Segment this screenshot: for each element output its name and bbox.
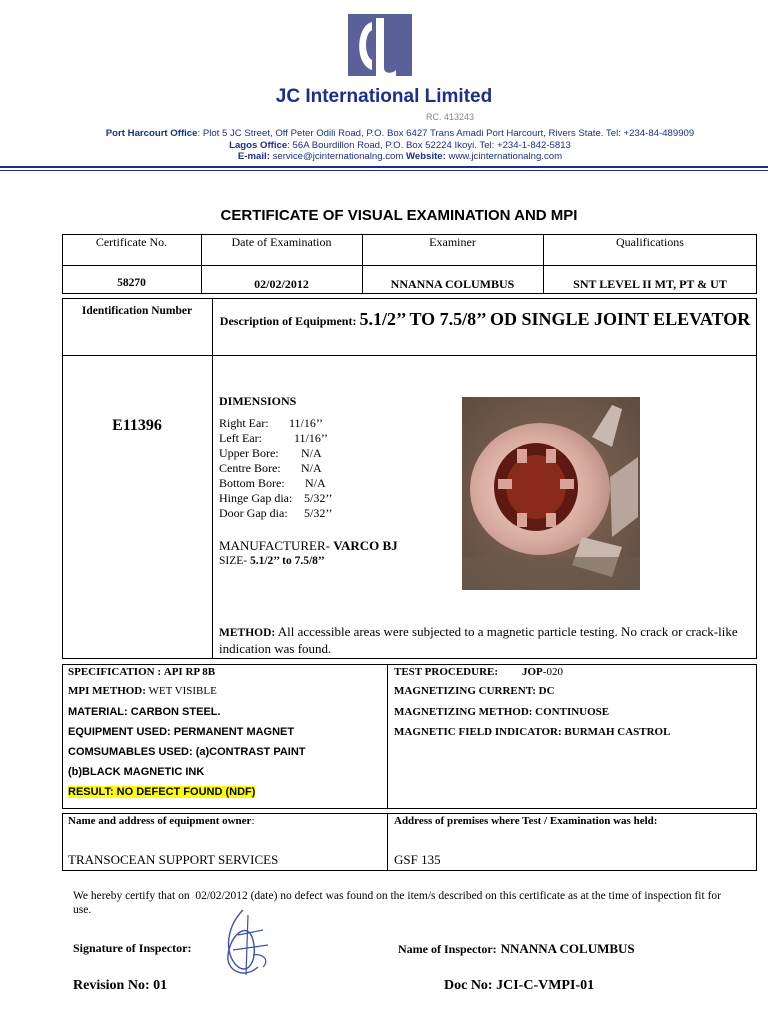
- description-value: 5.1/2’’ TO 7.5/8’’ OD SINGLE JOINT ELEVATOR: [359, 309, 751, 329]
- header-examiner: Examiner: [429, 235, 476, 249]
- owner-value: TRANSOCEAN SUPPORT SERVICES: [68, 852, 279, 867]
- manufacturer-line: [219, 538, 398, 554]
- owner-label: Name and address of equipment owner:: [68, 815, 255, 827]
- specification-row: SPECIFICATION : API RP 8B: [68, 666, 216, 678]
- inspector-signature: [218, 905, 278, 985]
- dim-row-right-ear: Right Ear: 11/16’’: [219, 416, 323, 430]
- magnetizing-current-row: MAGNETIZING CURRENT: DC: [394, 685, 555, 697]
- dim-row-door-gap: Door Gap dia: 5/32’’: [219, 506, 333, 520]
- premises-value: GSF 135: [394, 852, 441, 867]
- dim-row-upper-bore: Upper Bore: N/A: [219, 446, 322, 460]
- examination-date: 02/02/2012: [254, 277, 309, 291]
- certificate-title: CERTIFICATE OF VISUAL EXAMINATION AND MPI: [220, 207, 578, 224]
- magnetizing-method-row: MAGNETIZING METHOD: CONTINUOSE: [394, 706, 610, 718]
- doc-label: Doc No:: [444, 978, 493, 993]
- manufacturer-label: MANUFACTURER-: [219, 538, 330, 553]
- website-label: Website:: [406, 151, 446, 162]
- inspector-name-label: Name of Inspector:: [398, 942, 497, 956]
- inspector-name-line: [398, 940, 635, 958]
- size-label: SIZE-: [219, 555, 248, 567]
- certificate-number: 58270: [117, 277, 146, 289]
- revision-value: 01: [153, 978, 168, 993]
- email-value[interactable]: service@jcinternationalng.com: [269, 151, 407, 162]
- qualifications-value: SNT LEVEL II MT, PT & UT: [573, 277, 727, 291]
- doc-number-line: [444, 978, 594, 994]
- method-label: METHOD:: [219, 627, 276, 639]
- certification-statement: We hereby certify that on 02/02/2012 (date) no defect was found on the item/s described on this certificate as at the time of inspection fit for use.: [73, 890, 721, 916]
- port-harcourt-label: Port Harcourt Office: [105, 128, 198, 139]
- size-line: [219, 555, 325, 567]
- header-divider-top: [0, 166, 768, 168]
- header-certificate-no: Certificate No.: [95, 235, 168, 249]
- dim-row-hinge-gap: Hinge Gap dia: 5/32’’: [219, 491, 333, 505]
- consumables-b-row: (b)BLACK MAGNETIC INK: [68, 766, 205, 778]
- doc-value: JCI-C-VMPI-01: [496, 978, 595, 993]
- identification-number: E11396: [112, 417, 162, 434]
- material-row: MATERIAL: CARBON STEEL.: [68, 706, 221, 718]
- test-procedure-row: TEST PROCEDURE: JOP-020: [394, 666, 563, 678]
- email-label: E-mail:: [237, 151, 270, 162]
- certification-date: 02/02/2012: [195, 890, 248, 902]
- revision-label: Revision No:: [73, 978, 150, 993]
- revision-line: [73, 978, 167, 994]
- contact-line: [0, 151, 768, 163]
- examiner-name: NNANNA COLUMBUS: [390, 277, 515, 291]
- description-label: Description of Equipment:: [219, 314, 360, 328]
- equipment-photo: [462, 397, 640, 590]
- consumables-row: COMSUMABLES USED: (a)CONTRAST PAINT: [68, 746, 306, 758]
- premises-label: Address of premises where Test / Examination was held:: [394, 815, 658, 827]
- signature-label: Signature of Inspector:: [73, 941, 192, 955]
- dim-row-centre-bore: Centre Bore: N/A: [219, 461, 322, 475]
- method-description: All accessible areas were subjected to a magnetic particle testing. No crack or crack-like indication was found.: [219, 624, 738, 656]
- result-row: [68, 782, 386, 802]
- mpi-method-row: MPI METHOD: WET VISIBLE: [68, 685, 217, 697]
- lagos-label: Lagos Office: [229, 140, 288, 151]
- method-text: [219, 624, 739, 657]
- header-qualifications: Qualifications: [616, 235, 684, 249]
- spec-left-column: [68, 664, 386, 802]
- dimensions-list: [219, 416, 459, 521]
- lagos-address: : 56A Bourdillon Road, P.O. Box 52224 Ikoyi. Tel: +234-1-842-5813: [287, 140, 571, 151]
- header-divider-bottom: [0, 170, 768, 171]
- equipment-used-row: EQUIPMENT USED: PERMANENT MAGNET: [68, 726, 295, 738]
- dim-row-left-ear: Left Ear: 11/16’’: [219, 431, 328, 445]
- size-value: 5.1/2’’ to 7.5/8’’: [249, 555, 325, 567]
- header-date-of-examination: Date of Examination: [231, 235, 332, 249]
- port-harcourt-office: [0, 128, 768, 140]
- company-name: JC International Limited: [275, 86, 493, 107]
- dimensions-title: DIMENSIONS: [219, 394, 297, 408]
- field-indicator-row: MAGNETIC FIELD INDICATOR: BURMAH CASTROL: [394, 726, 671, 738]
- equipment-description: [215, 308, 755, 332]
- website-value[interactable]: www.jcinternationalng.com: [445, 151, 563, 162]
- company-logo: [346, 12, 414, 80]
- result-highlight: RESULT: NO DEFECT FOUND (NDF): [68, 786, 256, 798]
- identification-label: Identification Number: [81, 305, 193, 317]
- dim-row-bottom-bore: Bottom Bore: N/A: [219, 476, 326, 490]
- rc-number: RC. 413243: [426, 112, 475, 122]
- manufacturer-value: VARCO BJ: [333, 538, 398, 553]
- inspector-name: NNANNA COLUMBUS: [500, 941, 635, 956]
- port-harcourt-address: : Plot 5 JC Street, Off Peter Odili Road, P.O. Box 6427 Trans Amadi Port Harcourt, Rivers State. Tel: +234-84-489909: [197, 128, 695, 139]
- spec-right-column: [394, 664, 754, 742]
